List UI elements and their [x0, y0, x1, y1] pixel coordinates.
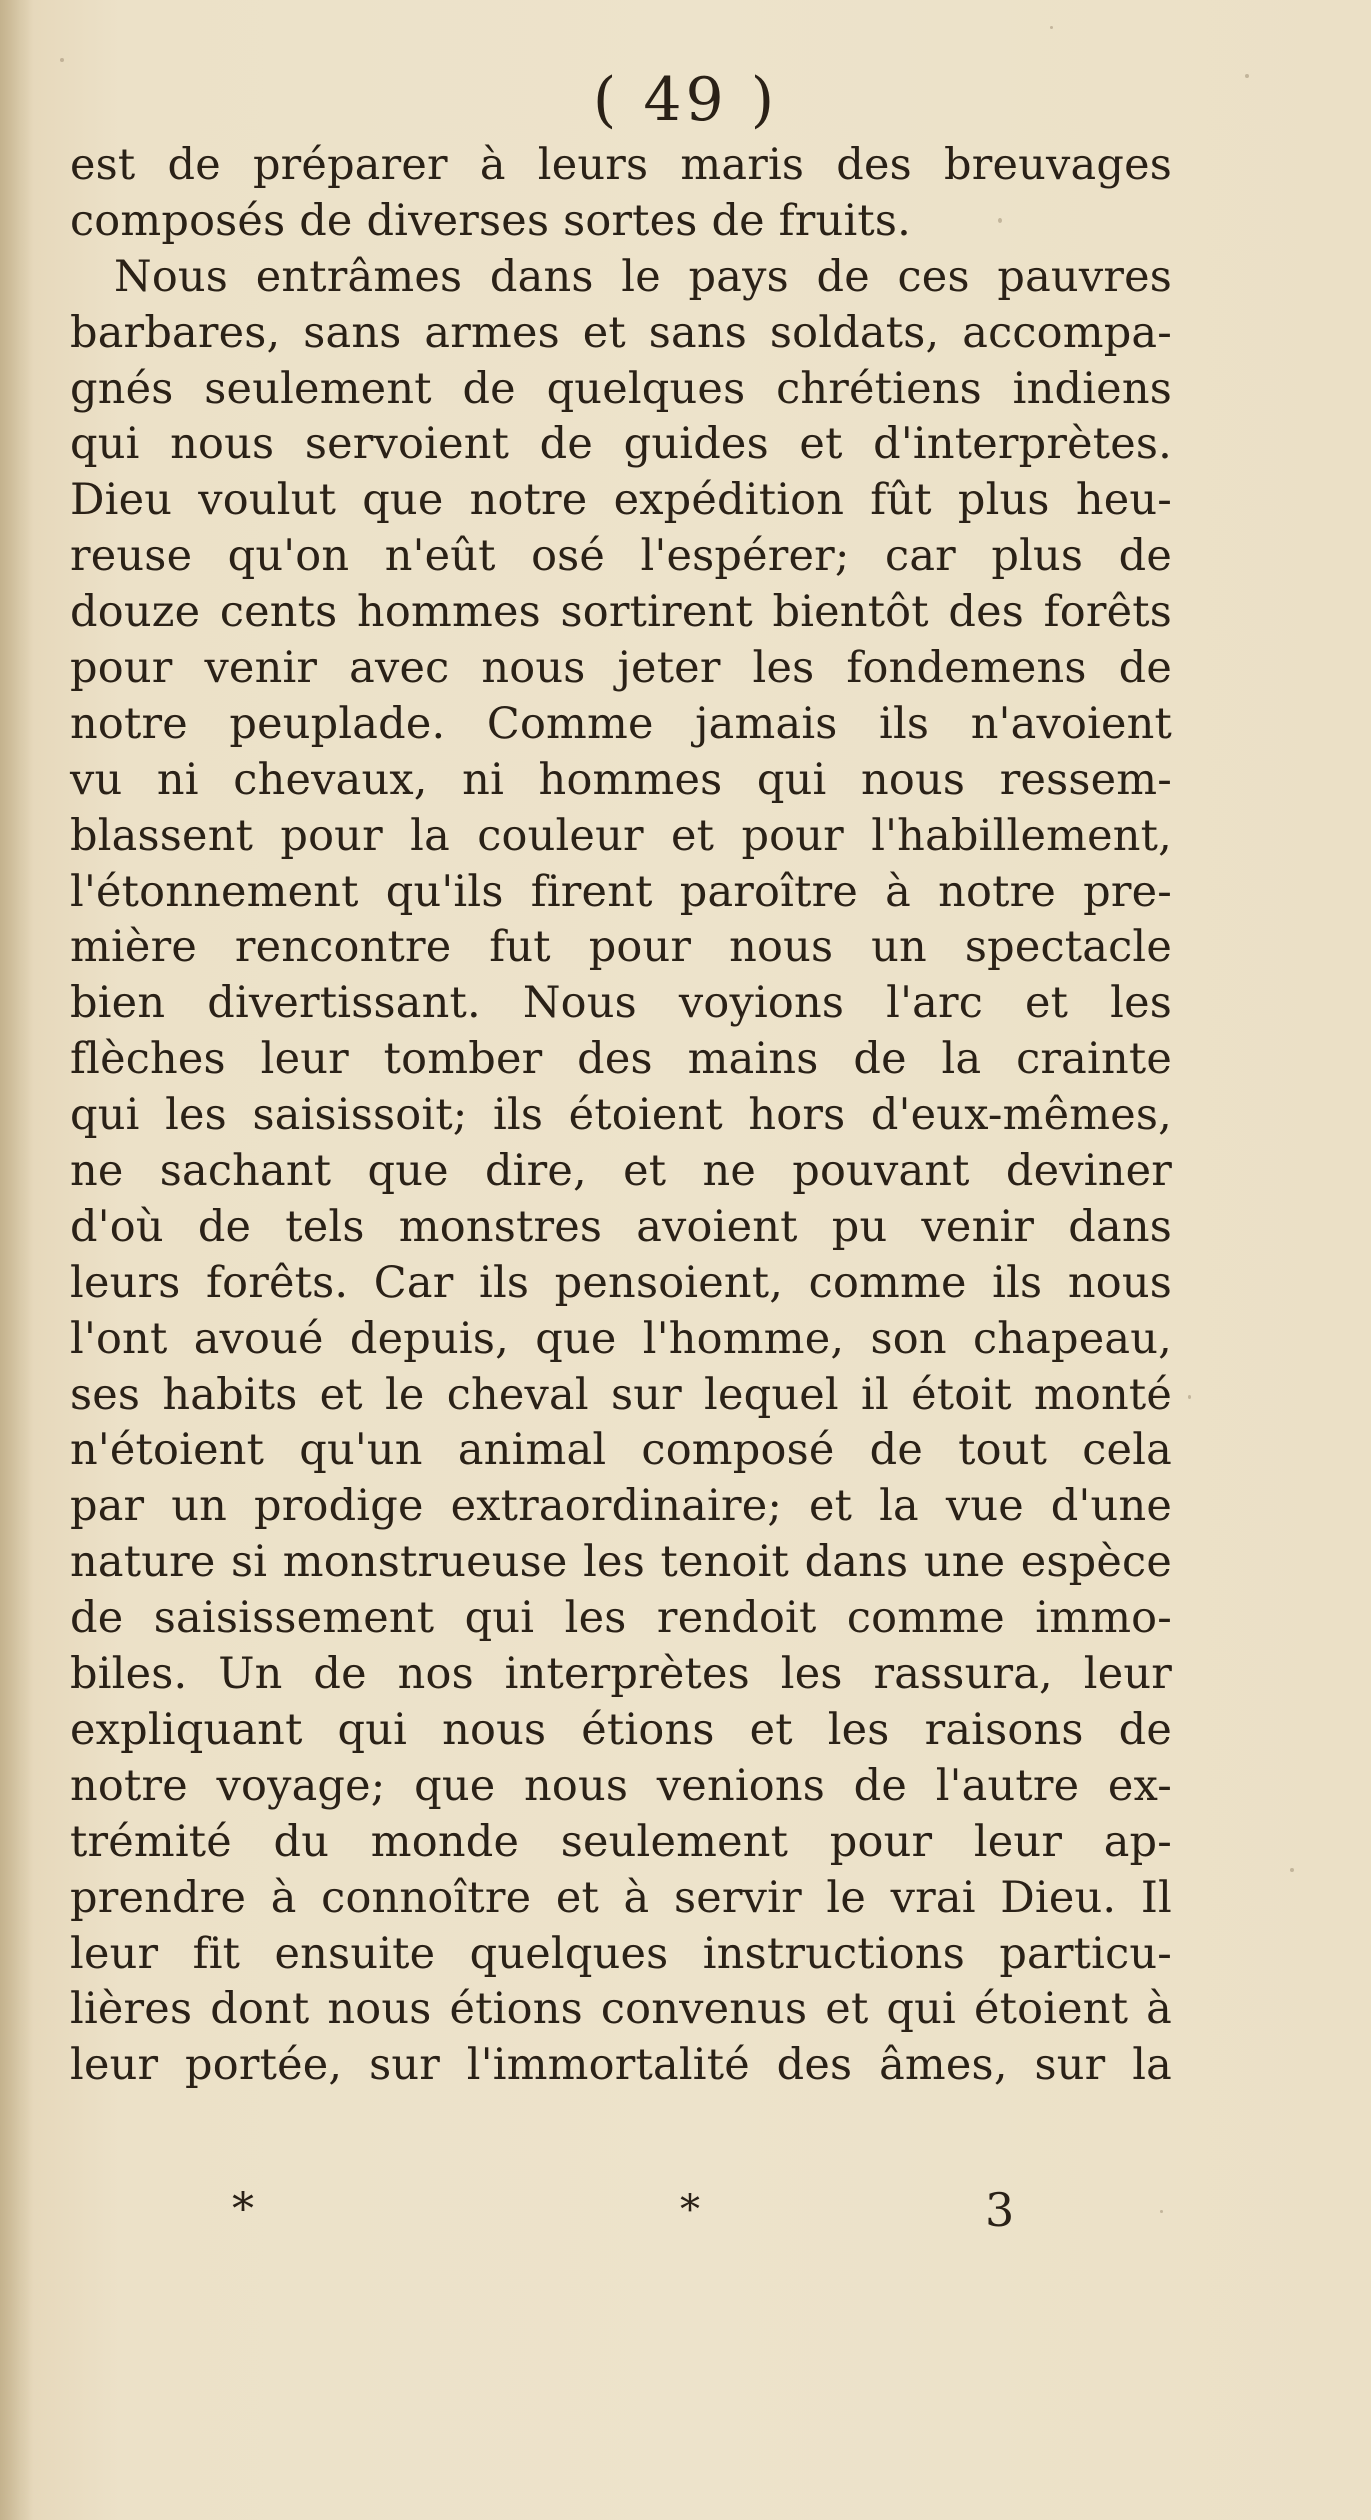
text-line: qui les saisissoit; ils étoient hors d'eux-mêmes,	[70, 1090, 1172, 1141]
text-line: de saisissement qui les rendoit comme immo-	[70, 1593, 1172, 1644]
text-line: douze cents hommes sortirent bientôt des forêts	[70, 587, 1172, 638]
text-line: ne sachant que dire, et ne pouvant deviner	[70, 1146, 1172, 1197]
text-line: pour venir avec nous jeter les fondemens de	[70, 643, 1172, 694]
text-line: gnés seulement de quelques chrétiens indiens	[70, 363, 1172, 414]
text-line: leur portée, sur l'immortalité des âmes, sur la	[70, 2040, 1172, 2091]
signature-mark: 3	[985, 2183, 1015, 2237]
text-line: leur fit ensuite quelques instructions particu-	[70, 1928, 1172, 1979]
text-line: leurs forêts. Car ils pensoient, comme ils nous	[70, 1257, 1172, 1308]
binding-gutter-shadow	[0, 0, 34, 2520]
paper-speck	[60, 58, 64, 62]
paper-speck	[1290, 1868, 1294, 1872]
text-line: expliquant qui nous étions et les raisons de	[70, 1704, 1172, 1755]
text-line: Dieu voulut que notre expédition fût plus heu-	[70, 475, 1172, 526]
text-line: n'étoient qu'un animal composé de tout cela	[70, 1425, 1172, 1476]
text-line: barbares, sans armes et sans soldats, accompa-	[70, 307, 1172, 358]
text-line: blassent pour la couleur et pour l'habillement,	[70, 810, 1172, 861]
page-number: ( 49 )	[592, 65, 779, 135]
text-line: nature si monstrueuse les tenoit dans une espèce	[70, 1537, 1172, 1588]
text-line: biles. Un de nos interprètes les rassura, leur	[70, 1649, 1172, 1700]
text-line: mière rencontre fut pour nous un spectacle	[70, 922, 1172, 973]
paper-speck	[1050, 26, 1053, 29]
text-line: flèches leur tomber des mains de la crainte	[70, 1034, 1172, 1085]
paper-speck	[1188, 1395, 1191, 1399]
body-text	[70, 138, 1172, 2094]
text-line: lières dont nous étions convenus et qui étoient à	[70, 1984, 1172, 2035]
text-line: l'étonnement qu'ils firent paroître à notre pre-	[70, 866, 1172, 917]
footer-asterisk-left: *	[232, 2184, 254, 2235]
text-line: est de préparer à leurs maris des breuvages	[70, 140, 1172, 190]
text-line: reuse qu'on n'eût osé l'espérer; car plus de	[70, 531, 1172, 582]
page-footer	[0, 2180, 1371, 2240]
text-line: notre peuplade. Comme jamais ils n'avoient	[70, 698, 1172, 749]
text-line: composés de diverses sortes de fruits.	[70, 195, 912, 246]
text-line: prendre à connoître et à servir le vrai Dieu. Il	[70, 1872, 1172, 1923]
text-line: bien divertissant. Nous voyions l'arc et les	[70, 978, 1172, 1029]
text-line: Nous entrâmes dans le pays de ces pauvres	[114, 251, 1172, 302]
text-line: notre voyage; que nous venions de l'autre ex-	[70, 1760, 1172, 1811]
footer-asterisk-middle: *	[680, 2187, 700, 2233]
text-line: par un prodige extraordinaire; et la vue d'une	[70, 1481, 1172, 1532]
text-line: vu ni chevaux, ni hommes qui nous ressem-	[70, 754, 1172, 805]
text-line: qui nous servoient de guides et d'interprètes.	[70, 419, 1172, 470]
text-line: trémité du monde seulement pour leur ap-	[70, 1816, 1172, 1867]
text-line: l'ont avoué depuis, que l'homme, son chapeau,	[70, 1313, 1172, 1364]
text-line: ses habits et le cheval sur lequel il étoit monté	[70, 1369, 1172, 1420]
text-line: d'où de tels monstres avoient pu venir dans	[70, 1201, 1172, 1252]
